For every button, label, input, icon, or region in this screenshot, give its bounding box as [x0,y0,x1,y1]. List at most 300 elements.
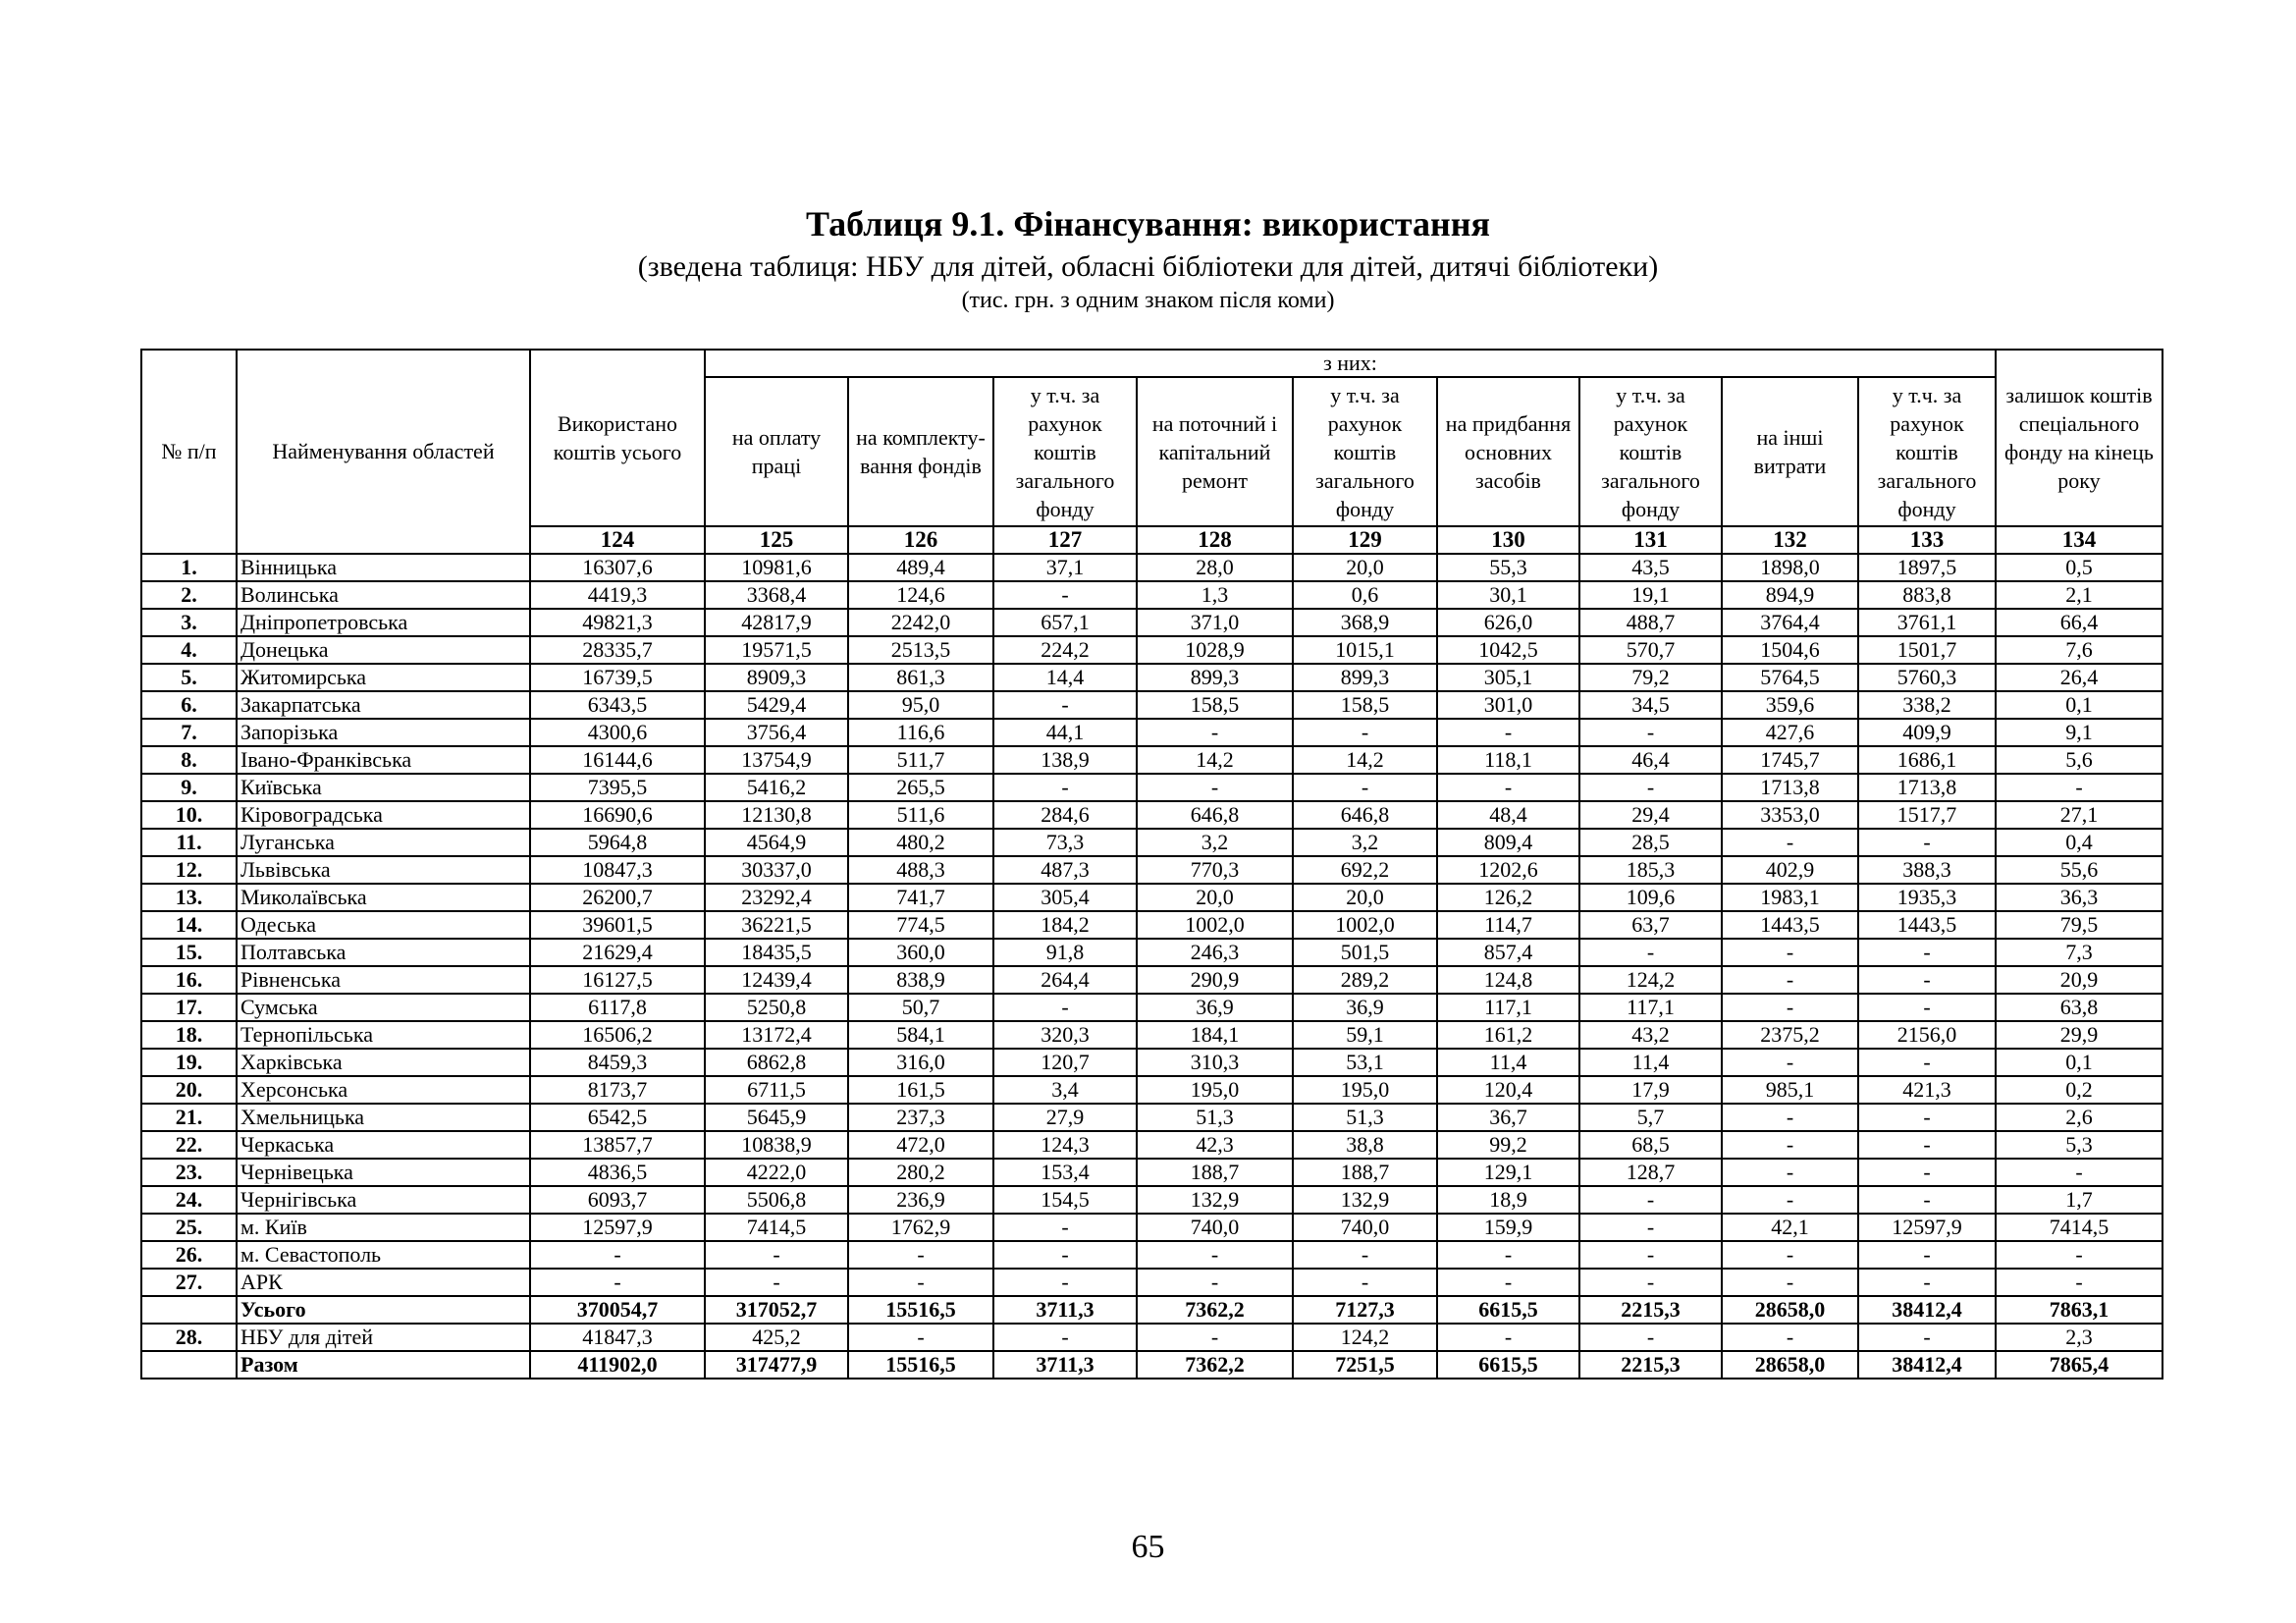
row-number: 14. [141,911,237,939]
value-cell: 883,8 [1858,581,1996,609]
value-cell: 985,1 [1722,1076,1858,1104]
value-cell: - [1722,1269,1858,1296]
value-cell: 7865,4 [1996,1351,2163,1379]
value-cell: - [1722,1186,1858,1214]
col-header-fixed-assets: на придбання основних засобів [1437,377,1579,526]
value-cell: 11,4 [1579,1049,1722,1076]
region-name: Закарпатська [237,691,530,719]
value-cell: - [993,1241,1137,1269]
table-title: Таблиця 9.1. Фінансування: використання [806,204,1490,243]
value-cell: 5764,5 [1722,664,1858,691]
value-cell: 63,8 [1996,994,2163,1021]
col-code: 133 [1858,526,1996,554]
value-cell: 28658,0 [1722,1351,1858,1379]
value-cell: 487,3 [993,856,1137,884]
value-cell: - [1858,1186,1996,1214]
value-cell: 488,7 [1579,609,1722,636]
value-cell: 38412,4 [1858,1296,1996,1324]
value-cell: 411902,0 [530,1351,705,1379]
value-cell: 0,1 [1996,1049,2163,1076]
value-cell: 2,3 [1996,1324,2163,1351]
table-row [141,1131,2163,1159]
table-row [141,1104,2163,1131]
region-name: Запорізька [237,719,530,746]
value-cell: 489,4 [848,554,993,581]
value-cell: 511,6 [848,801,993,829]
table-row [141,609,2163,636]
value-cell: 305,4 [993,884,1137,911]
row-number: 10. [141,801,237,829]
value-cell: 10838,9 [705,1131,848,1159]
value-cell: - [1722,1049,1858,1076]
row-number [141,1351,237,1379]
value-cell: 692,2 [1293,856,1437,884]
value-cell: 124,2 [1293,1324,1437,1351]
value-cell: 161,2 [1437,1021,1579,1049]
value-cell: 3353,0 [1722,801,1858,829]
value-cell: 19571,5 [705,636,848,664]
value-cell: - [1858,1049,1996,1076]
col-code: 127 [993,526,1137,554]
value-cell: 246,3 [1137,939,1293,966]
value-cell: 421,3 [1858,1076,1996,1104]
value-cell: 13172,4 [705,1021,848,1049]
table-row [141,1159,2163,1186]
value-cell: 427,6 [1722,719,1858,746]
value-cell: - [1437,774,1579,801]
row-number: 19. [141,1049,237,1076]
row-number: 27. [141,1269,237,1296]
value-cell: 388,3 [1858,856,1996,884]
region-name: м. Київ [237,1214,530,1241]
value-cell: 153,4 [993,1159,1137,1186]
value-cell: 488,3 [848,856,993,884]
value-cell: 10847,3 [530,856,705,884]
region-name: Полтавська [237,939,530,966]
value-cell: 42,1 [1722,1214,1858,1241]
value-cell: - [1722,1131,1858,1159]
row-number: 11. [141,829,237,856]
value-cell: 26,4 [1996,664,2163,691]
value-cell: 79,2 [1579,664,1722,691]
region-name: Рівненська [237,966,530,994]
table-row [141,554,2163,581]
region-name: м. Севастополь [237,1241,530,1269]
region-name: Дніпропетровська [237,609,530,636]
value-cell: 16307,6 [530,554,705,581]
value-cell: 316,0 [848,1049,993,1076]
value-cell: 12439,4 [705,966,848,994]
value-cell: 99,2 [1437,1131,1579,1159]
value-cell: 1762,9 [848,1214,993,1241]
value-cell: 14,2 [1293,746,1437,774]
value-cell: - [993,774,1137,801]
value-cell: 116,6 [848,719,993,746]
value-cell: 36,9 [1137,994,1293,1021]
value-cell: - [1437,1324,1579,1351]
region-name: Вінницька [237,554,530,581]
row-number: 15. [141,939,237,966]
value-cell: 28,5 [1579,829,1722,856]
value-cell: 118,1 [1437,746,1579,774]
value-cell: - [1858,1104,1996,1131]
value-cell: 224,2 [993,636,1137,664]
value-cell: 899,3 [1137,664,1293,691]
value-cell: 360,0 [848,939,993,966]
region-name: Донецька [237,636,530,664]
col-code: 124 [530,526,705,554]
value-cell: 289,2 [1293,966,1437,994]
value-cell: 188,7 [1137,1159,1293,1186]
value-cell: - [1579,1214,1722,1241]
value-cell: 11,4 [1437,1049,1579,1076]
value-cell: 6615,5 [1437,1351,1579,1379]
row-number: 23. [141,1159,237,1186]
value-cell: 4564,9 [705,829,848,856]
value-cell: 3,4 [993,1076,1137,1104]
value-cell: 95,0 [848,691,993,719]
value-cell: 55,6 [1996,856,2163,884]
value-cell: 1002,0 [1293,911,1437,939]
col-code: 128 [1137,526,1293,554]
value-cell: 317477,9 [705,1351,848,1379]
table-body [141,554,2163,1379]
value-cell: 368,9 [1293,609,1437,636]
value-cell: 8173,7 [530,1076,705,1104]
value-cell: - [1722,1159,1858,1186]
value-cell: 129,1 [1437,1159,1579,1186]
value-cell: 5,3 [1996,1131,2163,1159]
value-cell: 46,4 [1579,746,1722,774]
value-cell: - [1579,1324,1722,1351]
value-cell: - [848,1241,993,1269]
value-cell: 1002,0 [1137,911,1293,939]
value-cell: 36221,5 [705,911,848,939]
value-cell: 30337,0 [705,856,848,884]
value-cell: 16690,6 [530,801,705,829]
value-cell: 310,3 [1137,1049,1293,1076]
value-cell: - [1437,1269,1579,1296]
value-cell: - [1293,1269,1437,1296]
value-cell: - [1858,1324,1996,1351]
value-cell: - [1579,719,1722,746]
value-cell: 38,8 [1293,1131,1437,1159]
table-row [141,1269,2163,1296]
value-cell: 646,8 [1137,801,1293,829]
value-cell: 371,0 [1137,609,1293,636]
value-cell: - [705,1269,848,1296]
value-cell: 646,8 [1293,801,1437,829]
value-cell: 124,8 [1437,966,1579,994]
value-cell: - [1137,1241,1293,1269]
value-cell: 120,4 [1437,1076,1579,1104]
value-cell: 290,9 [1137,966,1293,994]
table-row [141,664,2163,691]
col-header-repair: на поточний і капітальний ремонт [1137,377,1293,526]
value-cell: 27,9 [993,1104,1137,1131]
value-cell: 19,1 [1579,581,1722,609]
value-cell: 117,1 [1579,994,1722,1021]
value-cell: 51,3 [1137,1104,1293,1131]
value-cell: 195,0 [1137,1076,1293,1104]
row-number: 12. [141,856,237,884]
value-cell: 59,1 [1293,1021,1437,1049]
value-cell: 132,9 [1137,1186,1293,1214]
value-cell: 124,6 [848,581,993,609]
value-cell: - [1579,1241,1722,1269]
value-cell: - [1579,939,1722,966]
value-cell: 30,1 [1437,581,1579,609]
value-cell: 17,9 [1579,1076,1722,1104]
col-header-acquisition: на комплекту-вання фондів [848,377,993,526]
col-header-other-general-fund: у т.ч. за рахунок коштів загального фонду [1858,377,1996,526]
value-cell: 117,1 [1437,994,1579,1021]
value-cell: 55,3 [1437,554,1579,581]
table-row [141,1296,2163,1324]
region-name: Херсонська [237,1076,530,1104]
value-cell: 13857,7 [530,1131,705,1159]
table-row [141,1076,2163,1104]
page-number: 65 [1131,1529,1165,1565]
value-cell: 5645,9 [705,1104,848,1131]
value-cell: 1898,0 [1722,554,1858,581]
col-code: 125 [705,526,848,554]
table-row [141,856,2163,884]
value-cell: 158,5 [1293,691,1437,719]
value-cell: 50,7 [848,994,993,1021]
value-cell: 73,3 [993,829,1137,856]
value-cell: 36,3 [1996,884,2163,911]
value-cell: 1,7 [1996,1186,2163,1214]
value-cell: 43,2 [1579,1021,1722,1049]
value-cell: 6542,5 [530,1104,705,1131]
value-cell: - [1579,1269,1722,1296]
row-number: 26. [141,1241,237,1269]
region-name: Львівська [237,856,530,884]
value-cell: 425,2 [705,1324,848,1351]
value-cell: 7362,2 [1137,1296,1293,1324]
region-name: Разом [237,1351,530,1379]
value-cell: - [1293,1241,1437,1269]
value-cell: 20,9 [1996,966,2163,994]
row-number: 22. [141,1131,237,1159]
value-cell: 894,9 [1722,581,1858,609]
region-name: Луганська [237,829,530,856]
value-cell: 0,1 [1996,691,2163,719]
value-cell: - [530,1269,705,1296]
value-cell: 2242,0 [848,609,993,636]
value-cell: 10981,6 [705,554,848,581]
value-cell: 741,7 [848,884,993,911]
value-cell: - [1293,774,1437,801]
value-cell: 138,9 [993,746,1137,774]
value-cell: - [1858,966,1996,994]
value-cell: - [1996,774,2163,801]
value-cell: 7362,2 [1137,1351,1293,1379]
col-header-used-total: Використано коштів усього [530,350,705,526]
value-cell: 472,0 [848,1131,993,1159]
value-cell: 4222,0 [705,1159,848,1186]
value-cell: 2,6 [1996,1104,2163,1131]
value-cell: 5506,8 [705,1186,848,1214]
value-cell: 1713,8 [1858,774,1996,801]
value-cell: 23292,4 [705,884,848,911]
value-cell: 1935,3 [1858,884,1996,911]
value-cell: 0,6 [1293,581,1437,609]
value-cell: 570,7 [1579,636,1722,664]
value-cell: 114,7 [1437,911,1579,939]
value-cell: - [993,691,1137,719]
value-cell: 2215,3 [1579,1351,1722,1379]
value-cell: 16144,6 [530,746,705,774]
value-cell: - [1996,1241,2163,1269]
table-row [141,1021,2163,1049]
value-cell: 29,9 [1996,1021,2163,1049]
value-cell: 20,0 [1293,554,1437,581]
region-name: Усього [237,1296,530,1324]
value-cell: 195,0 [1293,1076,1437,1104]
value-cell: 26200,7 [530,884,705,911]
value-cell: 27,1 [1996,801,2163,829]
value-cell: 7414,5 [1996,1214,2163,1241]
value-cell: 20,0 [1293,884,1437,911]
value-cell: - [1722,939,1858,966]
value-cell: - [1722,829,1858,856]
value-cell: 29,4 [1579,801,1722,829]
value-cell: 809,4 [1437,829,1579,856]
value-cell: 3368,4 [705,581,848,609]
value-cell: 79,5 [1996,911,2163,939]
value-cell: 188,7 [1293,1159,1437,1186]
table-row [141,691,2163,719]
value-cell: 28335,7 [530,636,705,664]
value-cell: 37,1 [993,554,1137,581]
value-cell: 861,3 [848,664,993,691]
value-cell: 43,5 [1579,554,1722,581]
value-cell: - [993,1214,1137,1241]
value-cell: 159,9 [1437,1214,1579,1241]
value-cell: 1443,5 [1722,911,1858,939]
region-name: АРК [237,1269,530,1296]
value-cell: 5,7 [1579,1104,1722,1131]
value-cell: 8459,3 [530,1049,705,1076]
value-cell: 68,5 [1579,1131,1722,1159]
value-cell: 1501,7 [1858,636,1996,664]
region-name: Кіровоградська [237,801,530,829]
value-cell: - [1722,1324,1858,1351]
row-number: 17. [141,994,237,1021]
table-row [141,801,2163,829]
value-cell: 2156,0 [1858,1021,1996,1049]
value-cell: 4836,5 [530,1159,705,1186]
value-cell: 2,1 [1996,581,2163,609]
row-number: 28. [141,1324,237,1351]
value-cell: 2375,2 [1722,1021,1858,1049]
value-cell: - [1137,774,1293,801]
region-name: Чернівецька [237,1159,530,1186]
table-subtitle: (зведена таблиця: НБУ для дітей, обласні бібліотеки для дітей, дитячі бібліотеки) [637,250,1659,283]
value-cell: 12130,8 [705,801,848,829]
value-cell: 6117,8 [530,994,705,1021]
value-cell: 4419,3 [530,581,705,609]
value-cell: 128,7 [1579,1159,1722,1186]
value-cell: 3,2 [1137,829,1293,856]
value-cell: 48,4 [1437,801,1579,829]
region-name: Чернігівська [237,1186,530,1214]
table-row [141,581,2163,609]
table-row [141,774,2163,801]
value-cell: 36,9 [1293,994,1437,1021]
value-cell: 1983,1 [1722,884,1858,911]
value-cell: 7863,1 [1996,1296,2163,1324]
value-cell: 51,3 [1293,1104,1437,1131]
value-cell: 38412,4 [1858,1351,1996,1379]
value-cell: - [1137,1269,1293,1296]
value-cell: 91,8 [993,939,1137,966]
value-cell: 857,4 [1437,939,1579,966]
value-cell: 14,2 [1137,746,1293,774]
row-number: 1. [141,554,237,581]
value-cell: 184,1 [1137,1021,1293,1049]
value-cell: 305,1 [1437,664,1579,691]
value-cell: 317052,7 [705,1296,848,1324]
table-row [141,1351,2163,1379]
table-row [141,746,2163,774]
value-cell: - [1858,1159,1996,1186]
value-cell: 5429,4 [705,691,848,719]
row-number: 16. [141,966,237,994]
value-cell: - [1996,1159,2163,1186]
col-header-of-which: з них: [705,350,1996,377]
value-cell: 13754,9 [705,746,848,774]
value-cell: 409,9 [1858,719,1996,746]
table-row [141,719,2163,746]
region-name: Одеська [237,911,530,939]
value-cell: 3,2 [1293,829,1437,856]
value-cell: 3711,3 [993,1351,1137,1379]
table-row [141,636,2163,664]
row-number: 2. [141,581,237,609]
col-code: 134 [1996,526,2163,554]
value-cell: 7,6 [1996,636,2163,664]
col-header-number: № п/п [141,350,237,554]
value-cell: 1745,7 [1722,746,1858,774]
value-cell: 899,3 [1293,664,1437,691]
value-cell: 6711,5 [705,1076,848,1104]
region-name: Житомирська [237,664,530,691]
value-cell: 1686,1 [1858,746,1996,774]
table-row [141,1214,2163,1241]
value-cell: 12597,9 [530,1214,705,1241]
region-name: Черкаська [237,1131,530,1159]
value-cell: 39601,5 [530,911,705,939]
value-cell: 9,1 [1996,719,2163,746]
value-cell: 124,3 [993,1131,1137,1159]
value-cell: - [705,1241,848,1269]
value-cell: 6093,7 [530,1186,705,1214]
value-cell: - [1858,994,1996,1021]
value-cell: 16739,5 [530,664,705,691]
value-cell: 480,2 [848,829,993,856]
value-cell: 63,7 [1579,911,1722,939]
value-cell: 41847,3 [530,1324,705,1351]
table-row [141,966,2163,994]
value-cell: 34,5 [1579,691,1722,719]
value-cell: - [530,1241,705,1269]
value-cell: 0,2 [1996,1076,2163,1104]
value-cell: 3761,1 [1858,609,1996,636]
row-number: 5. [141,664,237,691]
